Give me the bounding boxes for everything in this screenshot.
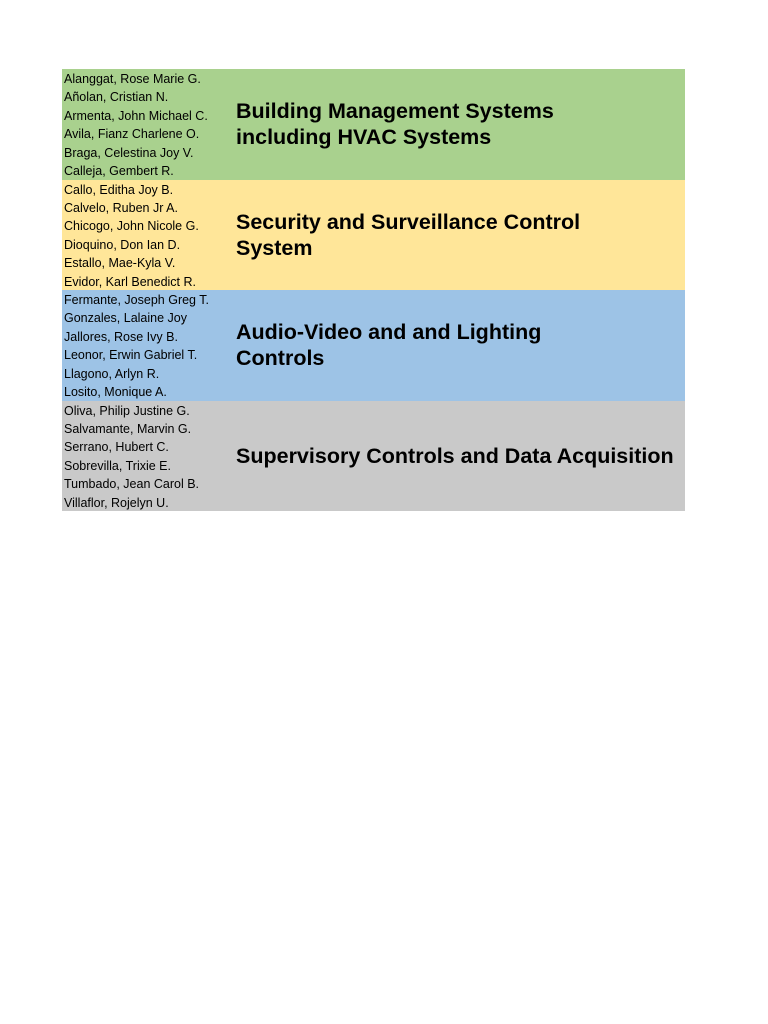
topic-cell[interactable] (235, 401, 685, 512)
topic-title: Audio-Video and and Lighting Controls (236, 320, 542, 371)
topic-title: Security and Surveillance Control System (236, 209, 581, 260)
topic-title: Supervisory Controls and Data Acquisition (236, 443, 674, 468)
group-row (62, 180, 685, 291)
group-row (62, 290, 685, 401)
member-name[interactable]: Tumbado, Jean Carol B. (64, 477, 200, 492)
member-name[interactable]: Salvamante, Marvin G. (64, 421, 192, 436)
member-name[interactable]: Callo, Editha Joy B. (64, 182, 174, 197)
member-name[interactable]: Evidor, Karl Benedict R. (64, 274, 197, 289)
member-name[interactable]: Armenta, John Michael C. (64, 108, 208, 123)
member-name[interactable]: Gonzales, Lalaine Joy (64, 311, 187, 326)
member-name[interactable]: Serrano, Hubert C. (64, 440, 169, 455)
member-name[interactable]: Chicogo, John Nicole G. (64, 219, 199, 234)
member-name[interactable]: Alanggat, Rose Marie G. (64, 72, 201, 86)
member-name[interactable]: Villaflor, Rojelyn U. (64, 495, 169, 510)
topic-cell[interactable] (235, 69, 685, 180)
member-name[interactable]: Fermante, Joseph Greg T. (64, 293, 209, 307)
topic-cell[interactable] (235, 180, 685, 291)
member-name[interactable]: Añolan, Cristian N. (64, 90, 169, 105)
member-name[interactable]: Losito, Monique A. (64, 385, 167, 400)
member-list (62, 69, 235, 180)
member-name[interactable]: Braga, Celestina Joy V. (64, 145, 194, 160)
member-name[interactable]: Leonor, Erwin Gabriel T. (64, 348, 198, 363)
member-name[interactable]: Llagono, Arlyn R. (64, 366, 160, 381)
member-name[interactable]: Estallo, Mae-Kyla V. (64, 256, 176, 271)
spreadsheet-table (62, 69, 685, 511)
member-name[interactable]: Calleja, Gembert R. (64, 164, 174, 179)
member-list (62, 290, 235, 401)
topic-cell[interactable] (235, 290, 685, 401)
member-name[interactable]: Jallores, Rose Ivy B. (64, 329, 178, 344)
member-name[interactable]: Avila, Fianz Charlene O. (64, 127, 200, 142)
member-name[interactable]: Calvelo, Ruben Jr A. (64, 200, 178, 215)
member-name[interactable]: Dioquino, Don Ian D. (64, 237, 181, 252)
group-row (62, 401, 685, 512)
member-name[interactable]: Sobrevilla, Trixie E. (64, 458, 171, 473)
member-name[interactable]: Oliva, Philip Justine G. (64, 403, 190, 418)
group-row (62, 69, 685, 180)
topic-title: Building Management Systems including HVAC Systems (236, 99, 554, 150)
member-list (62, 180, 235, 291)
member-list (62, 401, 235, 512)
